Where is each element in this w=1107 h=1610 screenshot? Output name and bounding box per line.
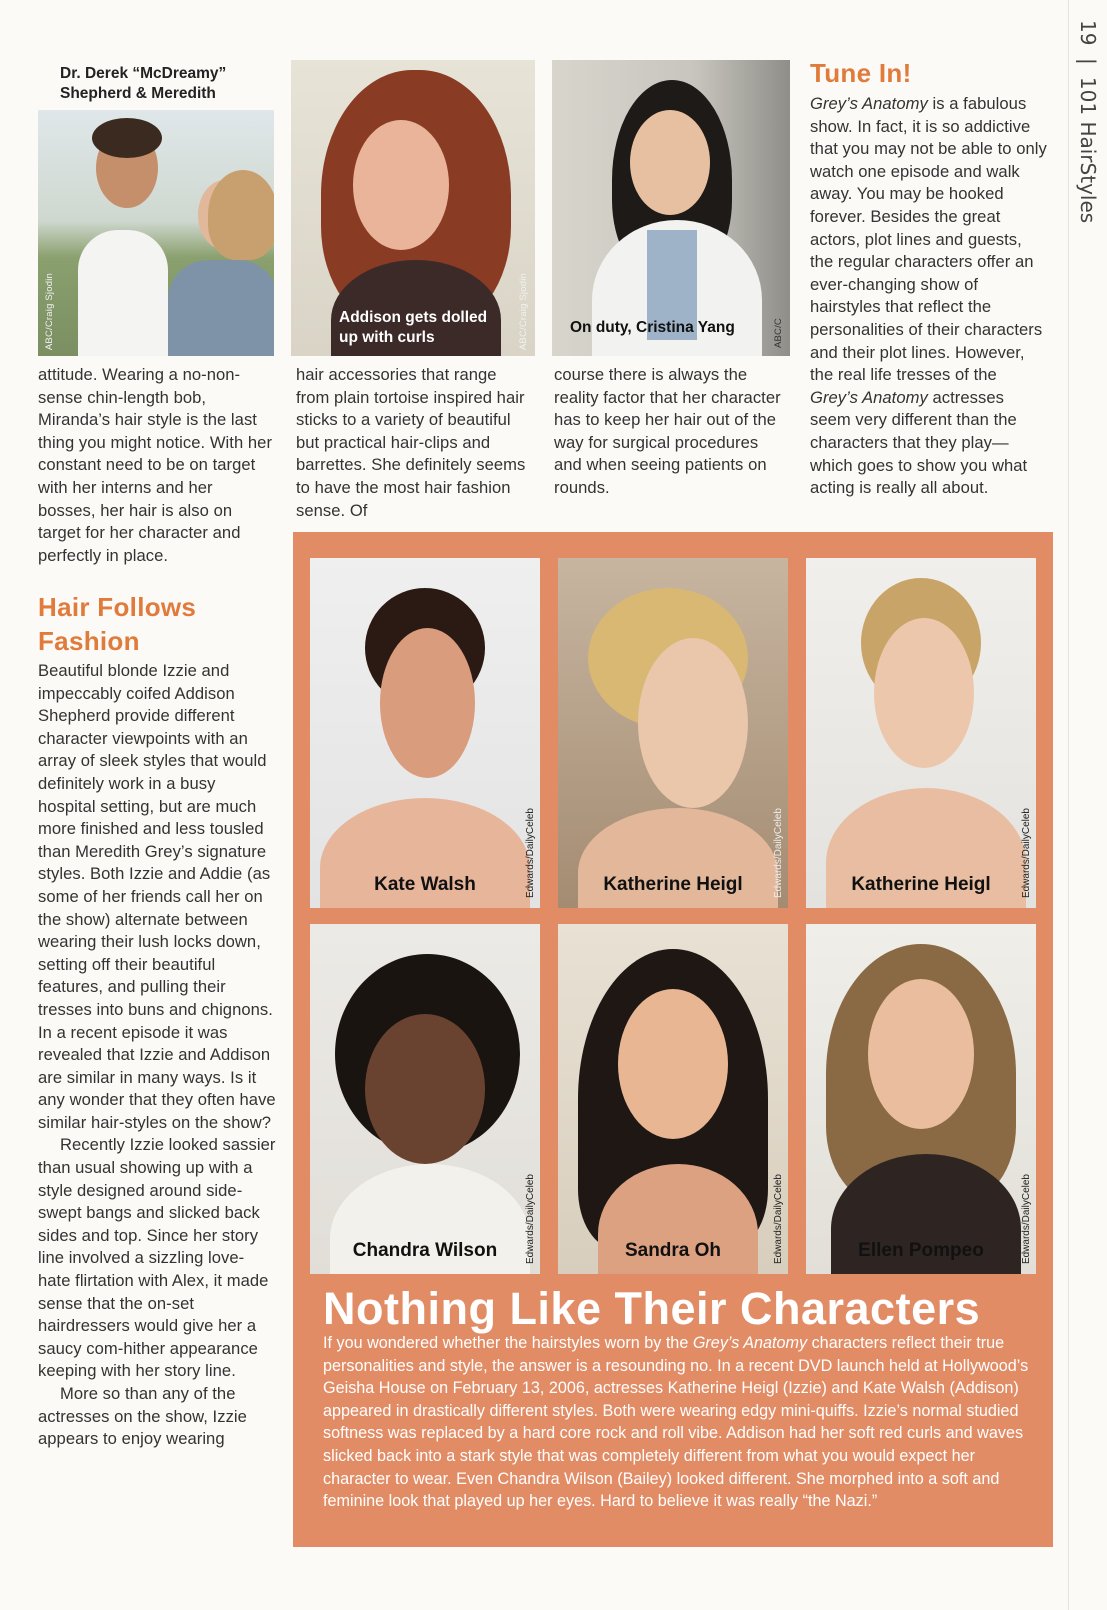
grid-name: Kate Walsh — [374, 874, 476, 895]
derek-hair — [92, 118, 162, 158]
photo-credit: ABC/Craig Sjodin — [44, 272, 55, 350]
heading-hair-follows-fashion: Hair Follows Fashion — [38, 592, 197, 656]
italic-title: Grey’s Anatomy — [692, 1334, 808, 1352]
grid-credit: Edwards/DailyCeleb — [773, 807, 784, 898]
page-number: 19 — [1076, 20, 1100, 46]
photo-mcdreamy-meredith — [38, 110, 274, 356]
photo-caption-cristina: On duty, Cristina Yang — [570, 319, 735, 336]
meredith-figure — [168, 260, 274, 356]
feature-text — [323, 1332, 1038, 1513]
text-run: characters reflect their true personalities and style, the answer is a resounding no. In a recent DVD launch held at Hollywood’s Geisha House on February 13, 2006, actresses Katherine Heigl (Izzie) and Kate Walsh (Addison) appeared in drastically different styles. Both were wearing edgy mini-quiffs. Izzie’s normal studied softness was replaced by a hard core rock and roll vibe. Addison had her soft red curls and waves slicked back into a stark style that was completely different from what you would expect her character to wear. Even Chandra Wilson (Bailey) looked different. She morphed into a soft and feminine look that played up her eyes. Hard to believe it was really “the Nazi.” — [323, 1334, 1029, 1511]
running-head — [1070, 20, 1100, 280]
grid-photo-ellen-pompeo — [806, 924, 1036, 1274]
grid-photo-katherine-heigl-1 — [558, 558, 788, 908]
running-head-separator: | — [1076, 57, 1100, 65]
grid-credit: Edwards/DailyCeleb — [773, 1173, 784, 1264]
grid-name: Chandra Wilson — [352, 1240, 498, 1261]
photo-credit: ABC/Craig Sjodin — [518, 272, 529, 350]
text-run: If you wondered whether the hairstyles worn by the — [323, 1334, 693, 1352]
grid-credit: Edwards/DailyCeleb — [525, 807, 536, 898]
photo-cristina — [552, 60, 790, 356]
face — [874, 618, 974, 768]
column1-body — [38, 660, 276, 1451]
derek-figure — [78, 230, 168, 356]
grid-name: Ellen Pompeo — [858, 1240, 984, 1261]
grid-credit: Edwards/DailyCeleb — [1021, 1173, 1032, 1264]
grid-credit: Edwards/DailyCeleb — [525, 1173, 536, 1264]
column4-text — [810, 93, 1048, 500]
italic-title: Grey’s Anatomy — [810, 94, 928, 113]
page-edge — [1068, 0, 1069, 1610]
paragraph: Beautiful blonde Izzie and impeccably coifed Addison Shepherd provide different character viewpoints with an array of sleek styles that would definitely work in a busy hospital setting, but are much more finished and less tousled than Meredith Grey’s signature styles. Both Izzie and Addie (as some of her friends call her on the show) alternate between wearing their lush locks down, setting off their beautiful features, and pulling their tresses into buns and chignons. In a recent episode it was revealed that Izzie and Addison are similar in many ways. Is it any wonder that they often have similar hair-styles on the show? — [38, 661, 276, 1132]
feature-title: Nothing Like Their Characters — [323, 1283, 981, 1334]
grid-photo-katherine-heigl-2 — [806, 558, 1036, 908]
column1-intro: attitude. Wearing a no-non-sense chin-length bob, Miranda’s hair style is the last thing you might notice. With her constant need to be on target with her interns and her bosses, her hair is also on target for her character and perfectly in place. — [38, 365, 273, 565]
heading-tune-in: Tune In! — [810, 58, 912, 88]
grid-photo-kate-walsh — [310, 558, 540, 908]
column2-text: hair accessories that range from plain tortoise inspired hair sticks to a variety of beautiful but practical hair-clips and barrettes. She definitely seems to have the most hair fashion sense. Of — [296, 365, 526, 520]
paragraph: More so than any of the actresses on the show, Izzie appears to enjoy wearing — [38, 1384, 247, 1449]
grid-name: Katherine Heigl — [851, 874, 991, 895]
text-run: actresses seem very different than the characters that they play—which goes to show you what acting is really all about. — [810, 387, 1028, 498]
feature-panel — [293, 532, 1053, 1547]
photo-caption-mcdreamy: Dr. Derek “McDreamy” Shepherd & Meredith — [60, 65, 227, 102]
face — [618, 989, 728, 1139]
photo-addison — [291, 60, 535, 356]
italic-title: Grey’s Anatomy — [810, 387, 928, 407]
face — [365, 1014, 485, 1164]
grid-name: Sandra Oh — [624, 1240, 722, 1261]
face — [638, 638, 748, 808]
grid-name: Katherine Heigl — [603, 874, 743, 895]
grid-photo-chandra-wilson — [310, 924, 540, 1274]
photo-credit: ABC/C — [773, 317, 784, 348]
face — [380, 628, 475, 778]
grid-photo-sandra-oh — [558, 924, 788, 1274]
book-title: 101 HairStyles — [1076, 76, 1100, 224]
photo-caption-addison: Addison gets dolled up with curls — [339, 309, 488, 346]
cristina-face — [630, 110, 710, 215]
addison-face — [353, 120, 449, 250]
grid-credit: Edwards/DailyCeleb — [1021, 807, 1032, 898]
column3-text: course there is always the reality factor that her character has to keep her hair out of the way for surgical procedures and when seeing patients on rounds. — [554, 365, 781, 497]
text-run: is a fabulous show. In fact, it is so addictive that you may not be able to only watch one episode and walk away. You may be hooked forever. Besides the great actors, plot lines and guests, the regular characters offer an ever-changing show of hairstyles that reflect the personalities of their characters and their plot lines. However, the real life tresses of the — [810, 94, 1047, 385]
face — [868, 979, 974, 1129]
paragraph: Recently Izzie looked sassier than usual showing up with a style designed around side-swept bangs and slicked back sides and top. Since her story line involved a sizzling love-hate flirtation with Alex, it made sense that the on-set hairdressers would give her a saucy com-hither appearance keeping with her story line. — [38, 1135, 276, 1381]
meredith-hair — [208, 170, 274, 260]
